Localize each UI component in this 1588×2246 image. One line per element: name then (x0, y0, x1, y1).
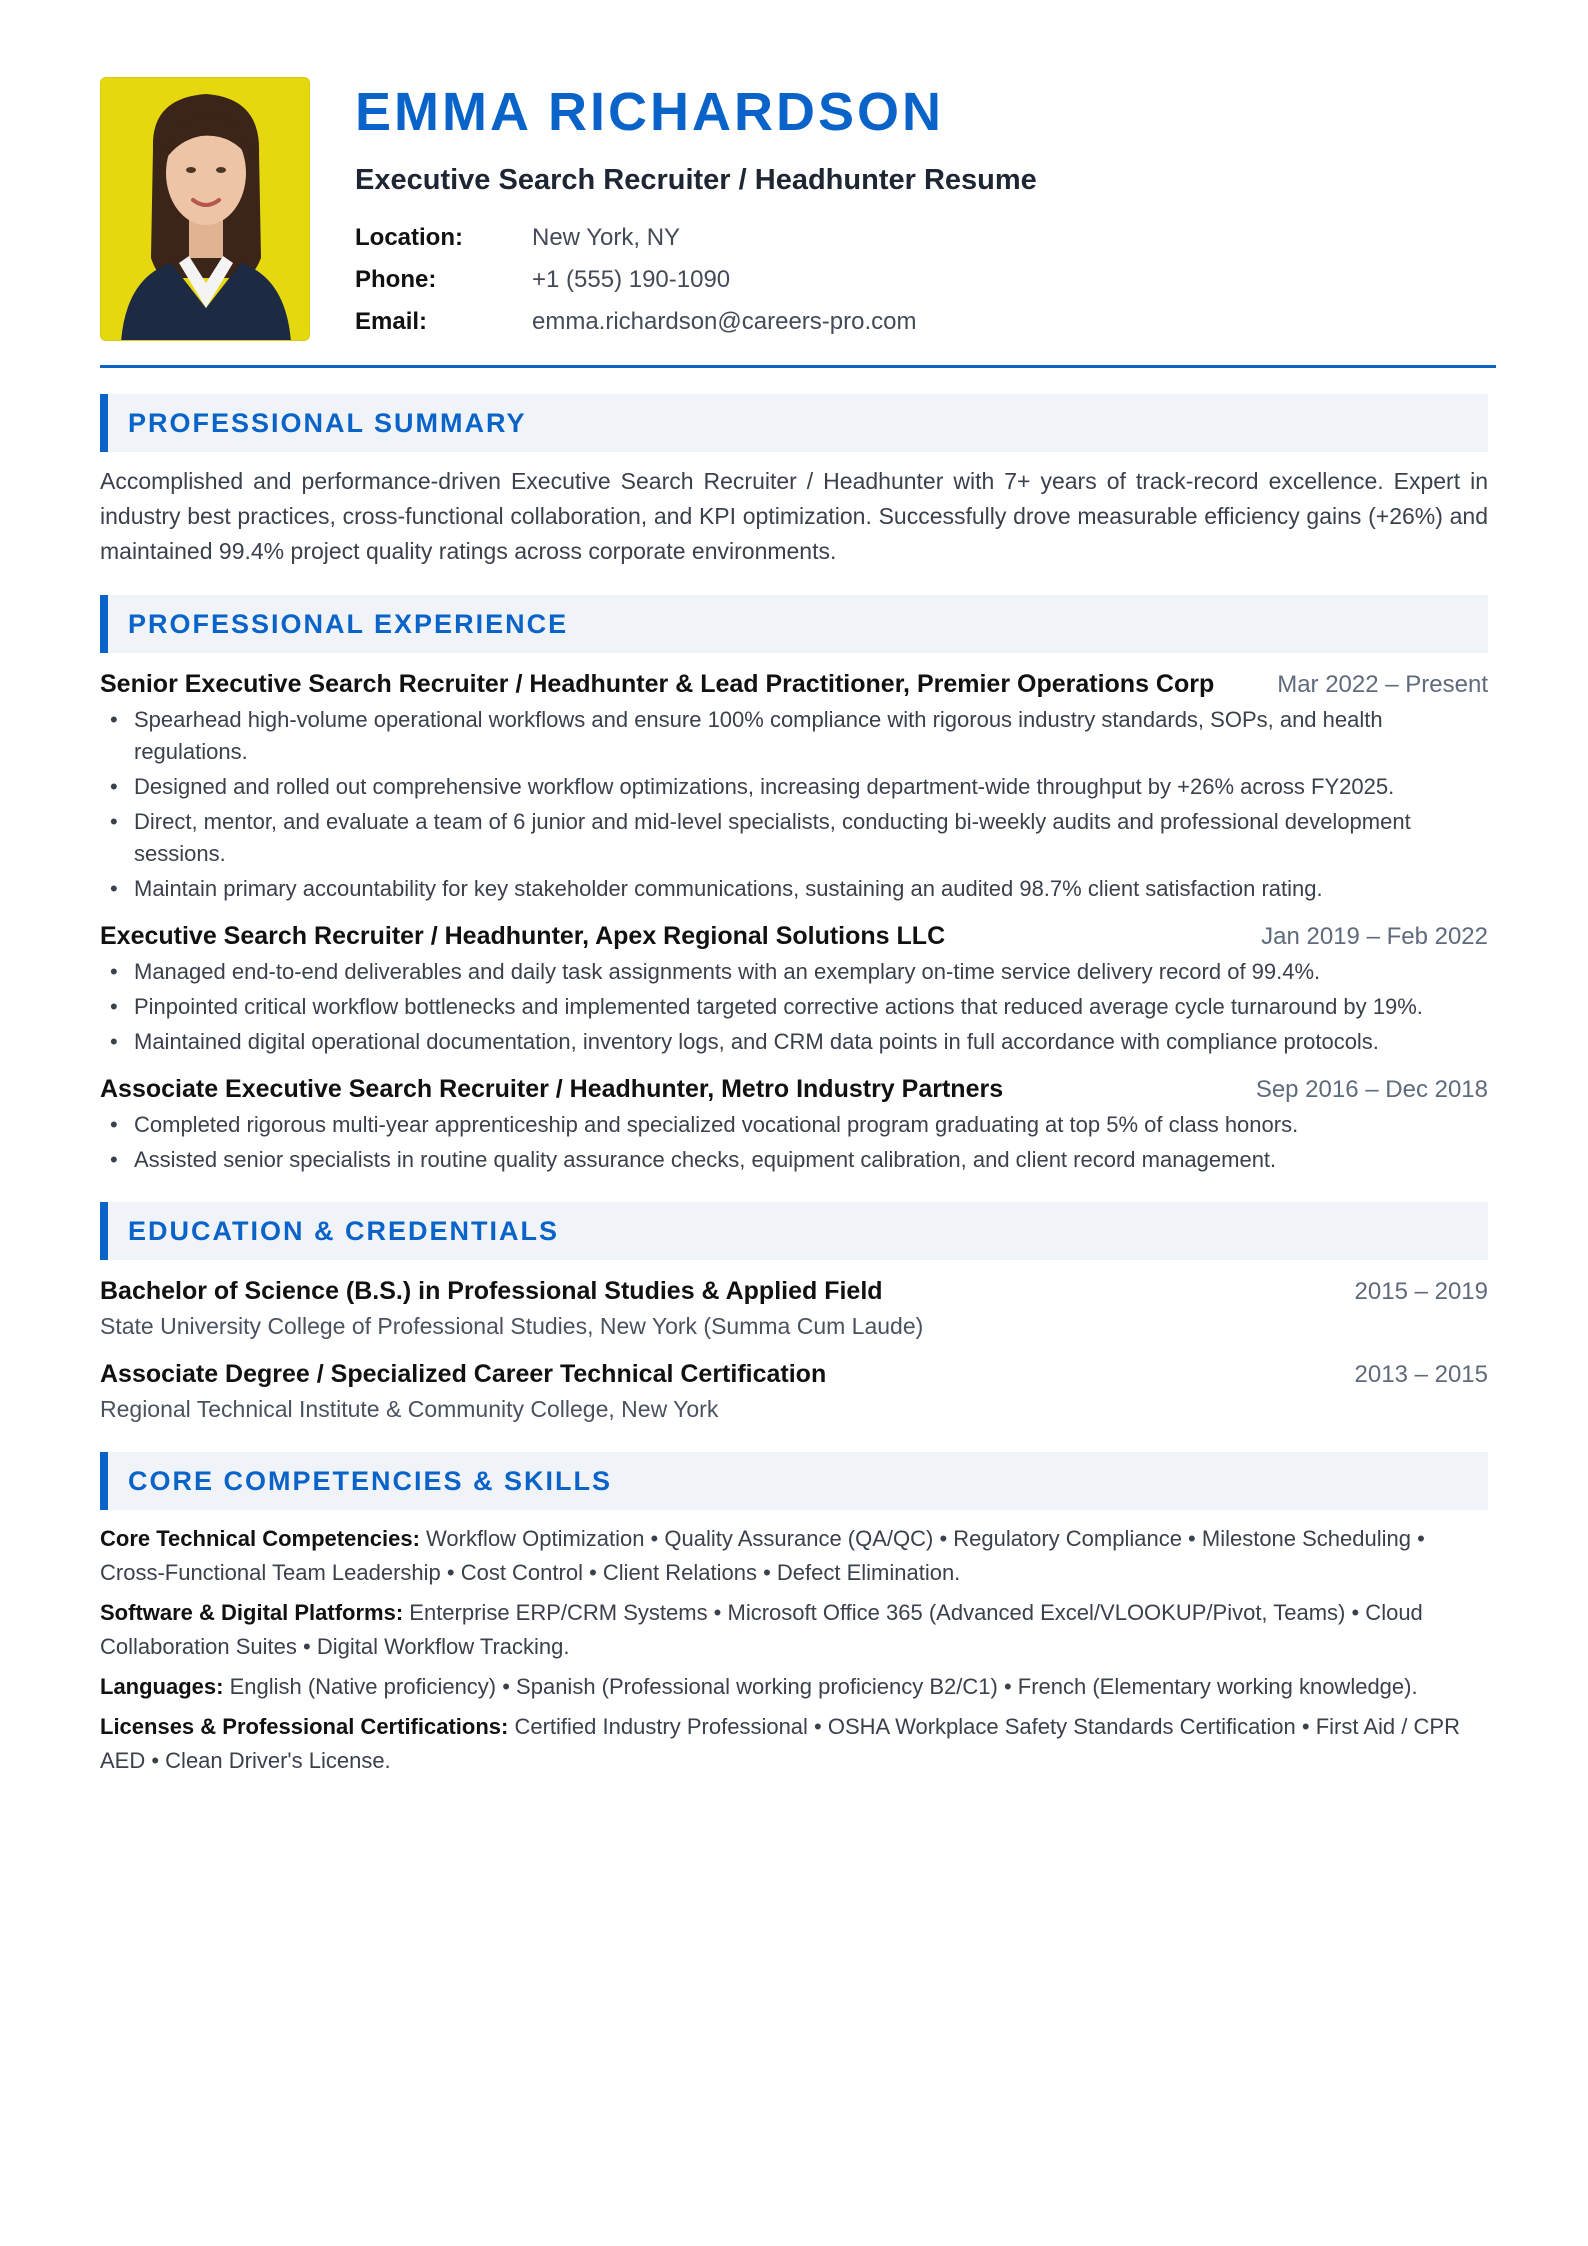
resume-subtitle: Executive Search Recruiter / Headhunter Resume (355, 164, 1037, 196)
list-item: • Assisted senior specialists in routine quality assurance checks, equipment calibration, and client record management. (100, 1144, 1488, 1176)
contact-location (355, 217, 1037, 259)
contact-details (355, 217, 1037, 343)
job-header (100, 667, 1488, 702)
list-item: • Maintained digital operational documentation, inventory logs, and CRM data points in full accordance with compliance protocols. (100, 1026, 1488, 1058)
list-item: • Spearhead high-volume operational workflows and ensure 100% compliance with rigorous industry standards, SOPs, and health regulations. (100, 704, 1488, 768)
job-header (100, 1072, 1488, 1107)
school-name: State University College of Professional Studies, New York (Summa Cum Laude) (100, 1313, 924, 1339)
portrait-image (101, 78, 310, 341)
skill-group (100, 1710, 1488, 1778)
section-header-education (100, 1202, 1488, 1260)
job-entry (100, 1072, 1488, 1176)
skill-label: Licenses & Professional Certifications: (100, 1714, 515, 1739)
resume-header (100, 77, 1488, 341)
section-title: EDUCATION & CREDENTIALS (128, 1215, 560, 1246)
education-header (100, 1274, 1488, 1309)
phone-value: +1 (555) 190-1090 (532, 266, 731, 293)
job-title: Associate Executive Search Recruiter / Headhunter, Metro Industry Partners (100, 1075, 1004, 1103)
contact-phone (355, 259, 1037, 301)
skill-text: Certified Industry Professional • OSHA Workplace Safety Standards Certification • First Aid / CPR AED • Clean Driver's License. (100, 1714, 1460, 1773)
degree-title: Associate Degree / Specialized Career Technical Certification (100, 1360, 827, 1388)
section-header-experience (100, 595, 1488, 653)
list-item: • Managed end-to-end deliverables and daily task assignments with an exemplary on-time service delivery record of 99.4%. (100, 956, 1488, 988)
education-entry (100, 1357, 1488, 1426)
skill-group (100, 1522, 1488, 1590)
section-header-summary (100, 394, 1488, 452)
skill-text: Workflow Optimization • Quality Assurance (QA/QC) • Regulatory Compliance • Milestone Scheduling • Cross-Functional Team Leadership • Cost Control • Client Relations • Defect Elimination. (100, 1526, 1425, 1585)
list-item: • Maintain primary accountability for key stakeholder communications, sustaining an audited 98.7% client satisfaction rating. (100, 873, 1488, 905)
skill-label: Software & Digital Platforms: (100, 1600, 410, 1625)
job-date: Sep 2016 – Dec 2018 (1255, 1076, 1488, 1103)
education-header (100, 1357, 1488, 1392)
email-value: emma.richardson@careers-pro.com (532, 308, 917, 335)
list-item: • Pinpointed critical workflow bottlenecks and implemented targeted corrective actions that reduced average cycle turnaround by 19%. (100, 991, 1488, 1023)
skill-group (100, 1670, 1488, 1704)
contact-email (355, 301, 1037, 343)
contact-label: Email: (355, 308, 428, 335)
section-title: PROFESSIONAL SUMMARY (128, 407, 527, 438)
degree-title: Bachelor of Science (B.S.) in Professional Studies & Applied Field (100, 1277, 883, 1305)
job-bullets (100, 704, 1488, 905)
list-item: • Designed and rolled out comprehensive workflow optimizations, increasing department-wide throughput by +26% across FY2025. (100, 771, 1488, 803)
skill-label: Languages: (100, 1674, 230, 1699)
job-entry (100, 919, 1488, 1058)
education-date: 2015 – 2019 (1354, 1278, 1488, 1305)
skill-text: English (Native proficiency) • Spanish (Professional working proficiency B2/C1) • French (Elementary working knowledge). (229, 1674, 1418, 1699)
section-title: CORE COMPETENCIES & SKILLS (128, 1465, 613, 1496)
skill-group (100, 1596, 1488, 1664)
contact-label: Phone: (355, 266, 437, 293)
header-info (355, 77, 1037, 343)
school-name: Regional Technical Institute & Community College, New York (100, 1396, 719, 1422)
job-title: Executive Search Recruiter / Headhunter, Apex Regional Solutions LLC (100, 922, 946, 950)
job-date: Mar 2022 – Present (1277, 671, 1488, 698)
job-bullets (100, 956, 1488, 1058)
list-item: • Completed rigorous multi-year apprenticeship and specialized vocational program graduating at top 5% of class honors. (100, 1109, 1488, 1141)
job-title: Senior Executive Search Recruiter / Headhunter & Lead Practitioner, Premier Operations Corp (100, 670, 1215, 698)
job-bullets (100, 1109, 1488, 1176)
candidate-name: EMMA RICHARDSON (355, 82, 944, 142)
education-entry (100, 1274, 1488, 1343)
job-entry (100, 667, 1488, 905)
location-value: New York, NY (532, 224, 681, 251)
skills-list (100, 1522, 1488, 1778)
job-header (100, 919, 1488, 954)
contact-label: Location: (355, 224, 463, 251)
header-divider (100, 365, 1496, 368)
summary-text: Accomplished and performance-driven Executive Search Recruiter / Headhunter with 7+ years of track-record excellence. Expert in industry best practices, cross-functional collaboration, and KPI optimization. Successfully drove measurable efficiency gains (+26%) and maintained 99.4% project quality ratings across corporate environments. (100, 468, 1488, 564)
education-date: 2013 – 2015 (1354, 1361, 1488, 1388)
skill-label: Core Technical Competencies: (100, 1526, 427, 1551)
job-date: Jan 2019 – Feb 2022 (1261, 923, 1488, 950)
list-item: • Direct, mentor, and evaluate a team of 6 junior and mid-level specialists, conducting bi-weekly audits and professional development sessions. (100, 806, 1488, 870)
section-title: PROFESSIONAL EXPERIENCE (128, 608, 569, 639)
skill-text: Enterprise ERP/CRM Systems • Microsoft Office 365 (Advanced Excel/VLOOKUP/Pivot, Teams) • Cloud Collaboration Suites • Digital Workflow Tracking. (100, 1600, 1423, 1659)
section-header-skills (100, 1452, 1488, 1510)
profile-photo (100, 77, 310, 341)
